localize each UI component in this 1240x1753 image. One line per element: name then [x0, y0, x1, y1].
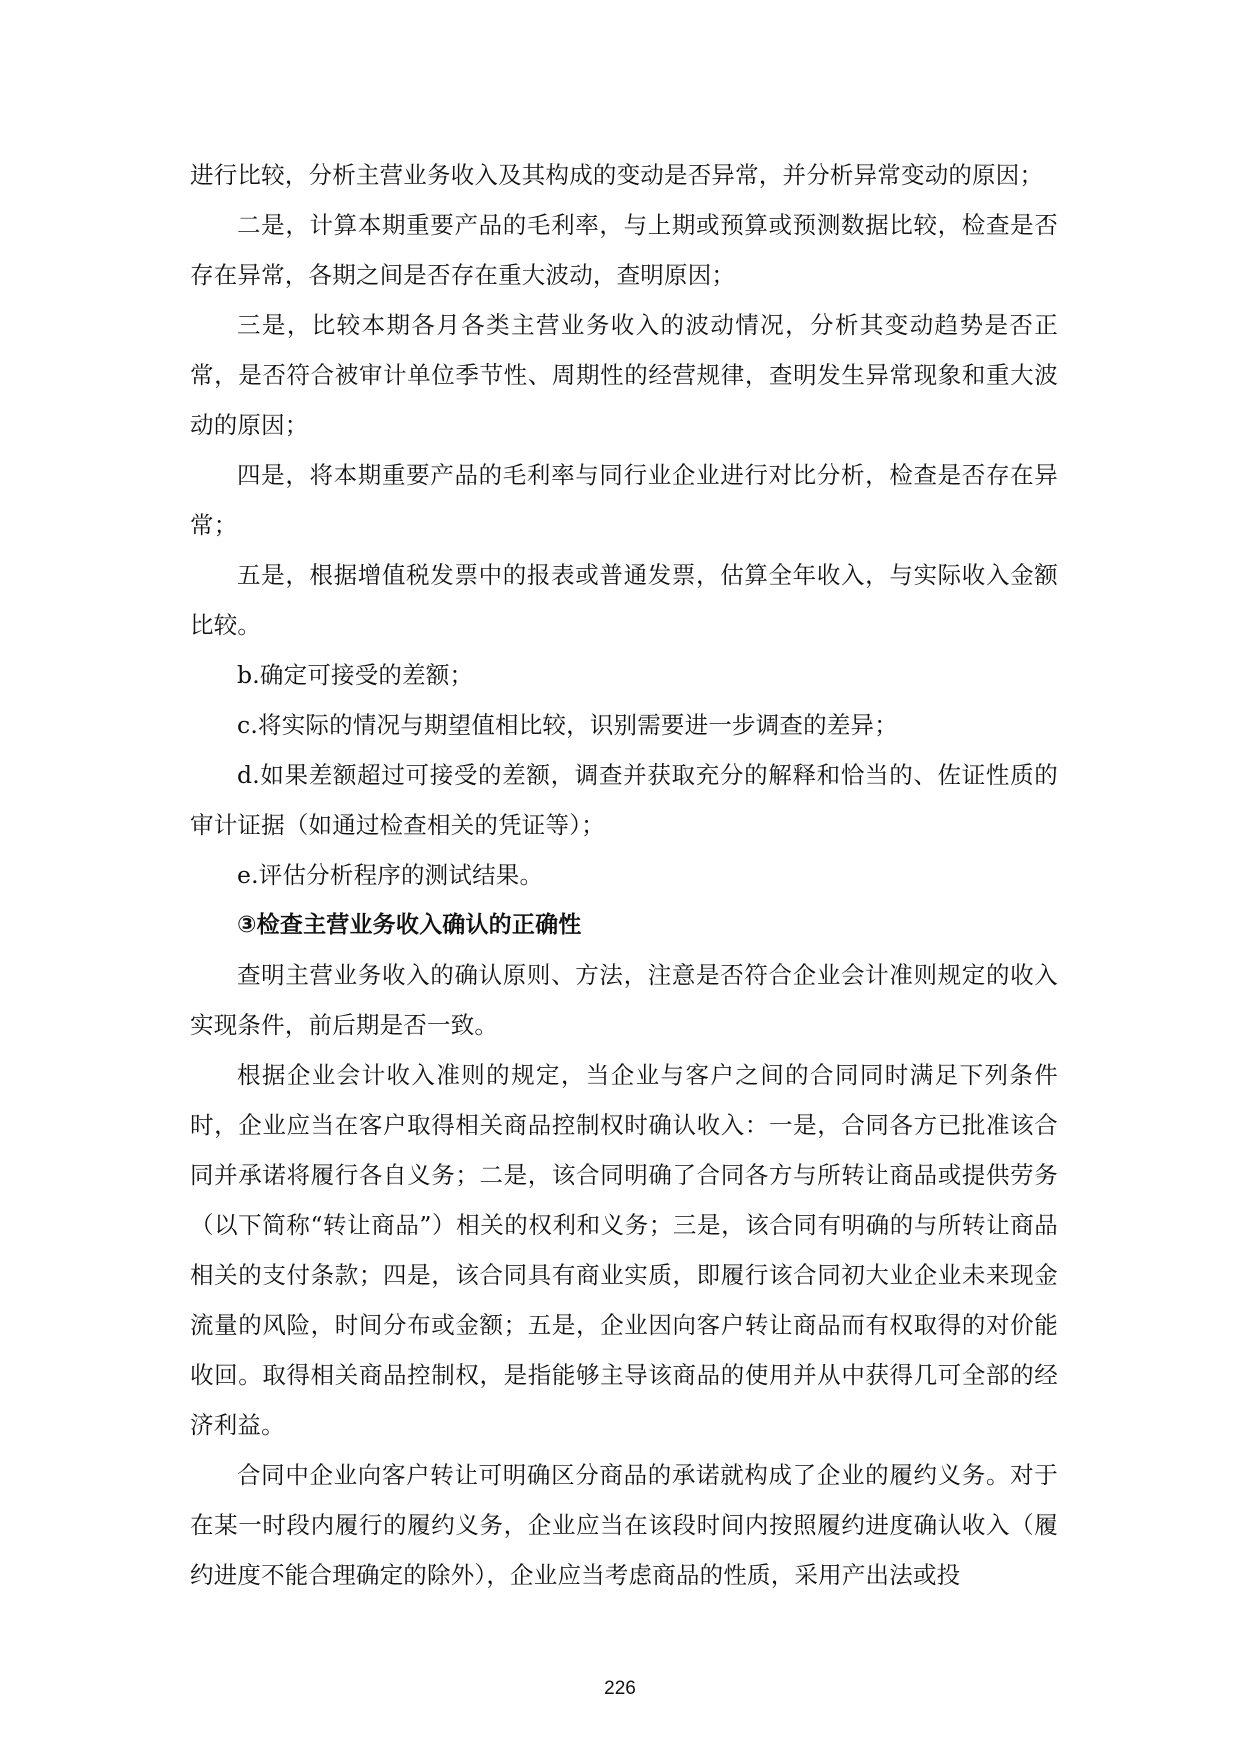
paragraph-9: e.评估分析程序的测试结果。: [237, 861, 544, 889]
paragraph-1: 进行比较，分析主营业务收入及其构成的变动是否异常，并分析异常变动的原因；: [190, 161, 1044, 189]
section-heading: ③检查主营业务收入确认的正确性: [237, 912, 582, 938]
paragraph-6: b.确定可接受的差额；: [237, 661, 474, 689]
paragraph-11: 查明主营业务收入的确认原则、方法，注意是否符合企业会计准则规定的收入实现条件，前后期是否一致。: [190, 961, 1058, 1039]
paragraph-4: 四是，将本期重要产品的毛利率与同行业企业进行对比分析，检查是否存在异常；: [190, 461, 1058, 539]
paragraph-5: 五是，根据增值税发票中的报表或普通发票，估算全年收入，与实际收入金额比较。: [190, 561, 1058, 639]
paragraph-12: 根据企业会计收入准则的规定，当企业与客户之间的合同同时满足下列条件时，企业应当在客户取得相关商品控制权时确认收入：一是，合同各方已批准该合同并承诺将履行各自义务；二是，该合同明确了合同各方与所转让商品或提供劳务（以下简称“转让商品”）相关的权利和义务；三是，该合同有明确的与所转让商品相关的支付条款；四是，该合同具有商业实质，即履行该合同初大业企业未来现金流量的风险，时间分布或金额；五是，企业因向客户转让商品而有权取得的对价能收回。取得相关商品控制权，是指能够主导该商品的使用并从中获得几可全部的经济利益。: [190, 1061, 1058, 1439]
paragraph-13: 合同中企业向客户转让可明确区分商品的承诺就构成了企业的履约义务。对于在某一时段内履行的履约义务，企业应当在该段时间内按照履约进度确认收入（履约进度不能合理确定的除外），企业应当考虑商品的性质，采用产出法或投: [190, 1461, 1058, 1589]
paragraph-3: 三是，比较本期各月各类主营业务收入的波动情况，分析其变动趋势是否正常，是否符合被审计单位季节性、周期性的经营规律，查明发生异常现象和重大波动的原因；: [190, 311, 1058, 439]
page-body: [190, 150, 1058, 1600]
paragraph-8: d.如果差额超过可接受的差额，调查并获取充分的解释和恰当的、佐证性质的审计证据（如通过检查相关的凭证等）；: [190, 761, 1058, 839]
paragraph-2: 二是，计算本期重要产品的毛利率，与上期或预算或预测数据比较，检查是否存在异常，各期之间是否存在重大波动，查明原因；: [190, 211, 1058, 289]
paragraph-7: c.将实际的情况与期望值相比较，识别需要进一步调查的差异；: [237, 711, 898, 739]
page-number: 226: [604, 1678, 636, 1699]
